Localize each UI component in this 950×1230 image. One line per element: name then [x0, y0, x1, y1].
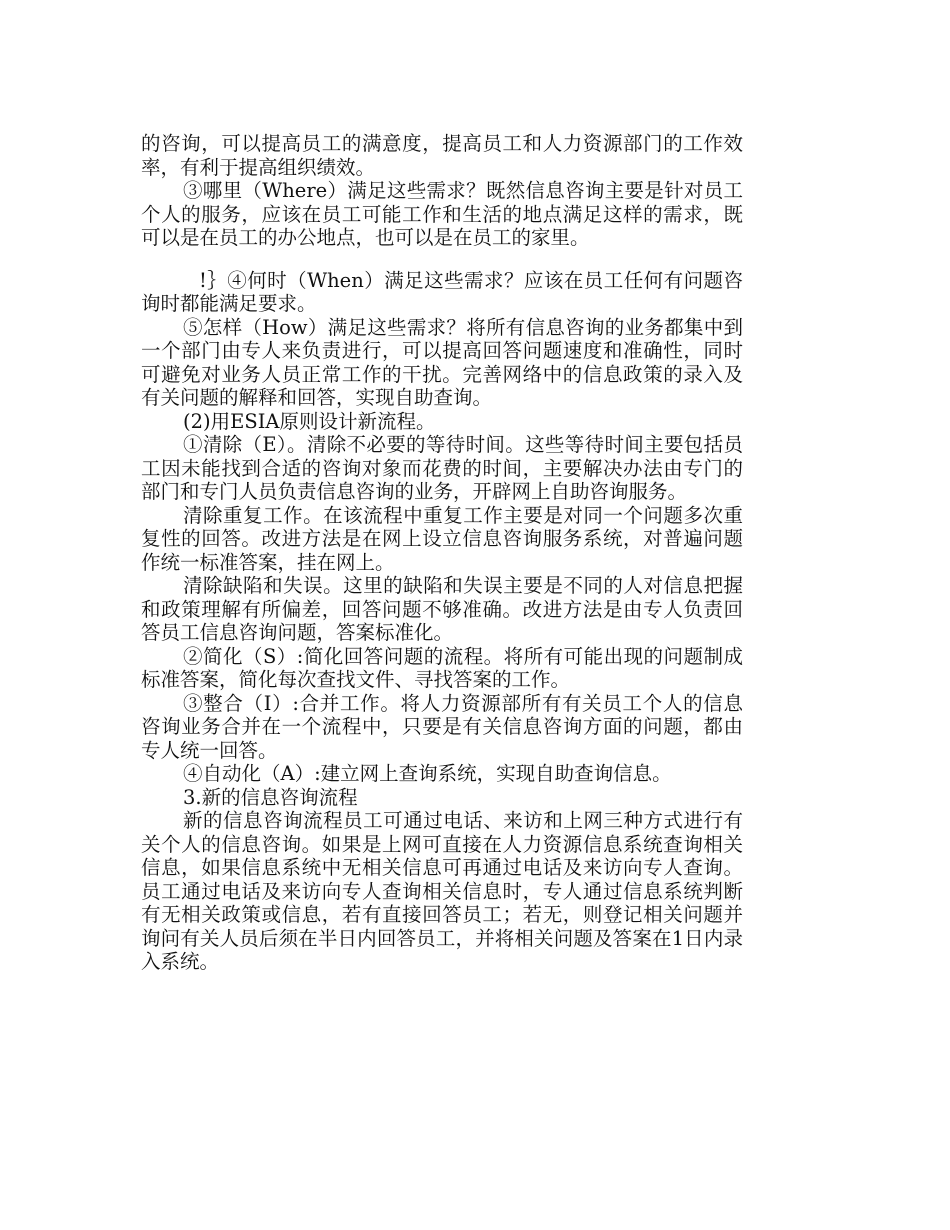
- section-heading-esia: (2)用ESIA原则设计新流程。: [183, 409, 436, 433]
- section-heading-new-process: 3.新的信息咨询流程: [183, 785, 358, 809]
- paragraph-how: ⑤怎样（How）满足这些需求？将所有信息咨询的业务都集中到一个部门由专人来负责进行，可以提高回答问题速度和准确性，同时可避免对业务人员正常工作的干扰。完善网络中的信息政策的录入及有关问题的解释和回答，实现自助查询。: [141, 315, 743, 409]
- paragraph-remove-duplicates: 清除重复工作。在该流程中重复工作主要是对同一个问题多次重复性的回答。改进方法是在网上设立信息咨询服务系统，对普遍问题作统一标准答案，挂在网上。: [141, 503, 743, 574]
- paragraph-new-process: 新的信息咨询流程员工可通过电话、来访和上网三种方式进行有关个人的信息咨询。如果是上网可直接在人力资源信息系统查询相关信息，如果信息系统中无相关信息可再通过电话及来访向专人查询。员工通过电话及来访向专人查询相关信息时，专人通过信息系统判断有无相关政策或信息，若有直接回答员工；若无，则登记相关问题并询问有关人员后须在半日内回答员工，并将相关问题及答案在1日内录入系统。: [141, 809, 743, 973]
- paragraph-remove-defects: 清除缺陷和失误。这里的缺陷和失误主要是不同的人对信息把握和政策理解有所偏差，回答问题不够准确。改进方法是由专人负责回答员工信息咨询问题，答案标准化。: [141, 574, 743, 644]
- paragraph-when: !｝④何时（When）满足这些需求？应该在员工任何有问题咨询时都能满足要求。: [141, 268, 743, 315]
- paragraph-where: ③哪里（Where）满足这些需求？既然信息咨询主要是针对员工个人的服务，应该在员工可能工作和生活的地点满足这样的需求，既可以是在员工的办公地点，也可以是在员工的家里。: [141, 179, 743, 249]
- paragraph-simplify: ②简化（S）:简化回答问题的流程。将所有可能出现的问题制成标准答案，简化每次查找文件、寻找答案的工作。: [141, 644, 743, 691]
- paragraph-intro-continuation: 的咨询，可以提高员工的满意度，提高员工和人力资源部门的工作效率，有利于提高组织绩效。: [141, 132, 743, 179]
- paragraph-eliminate: ①清除（E）。清除不必要的等待时间。这些等待时间主要包括员工因未能找到合适的咨询对象而花费的时间，主要解决办法由专门的部门和专门人员负责信息咨询的业务，开辟网上自助咨询服务。: [141, 433, 743, 503]
- document-body: [141, 132, 743, 974]
- paragraph-automate: ④自动化（A）:建立网上查询系统，实现自助查询信息。: [183, 762, 672, 785]
- paragraph-integrate: ③整合（I）:合并工作。将人力资源部所有有关员工个人的信息咨询业务合并在一个流程中，只要是有关信息咨询方面的问题，都由专人统一回答。: [141, 691, 743, 762]
